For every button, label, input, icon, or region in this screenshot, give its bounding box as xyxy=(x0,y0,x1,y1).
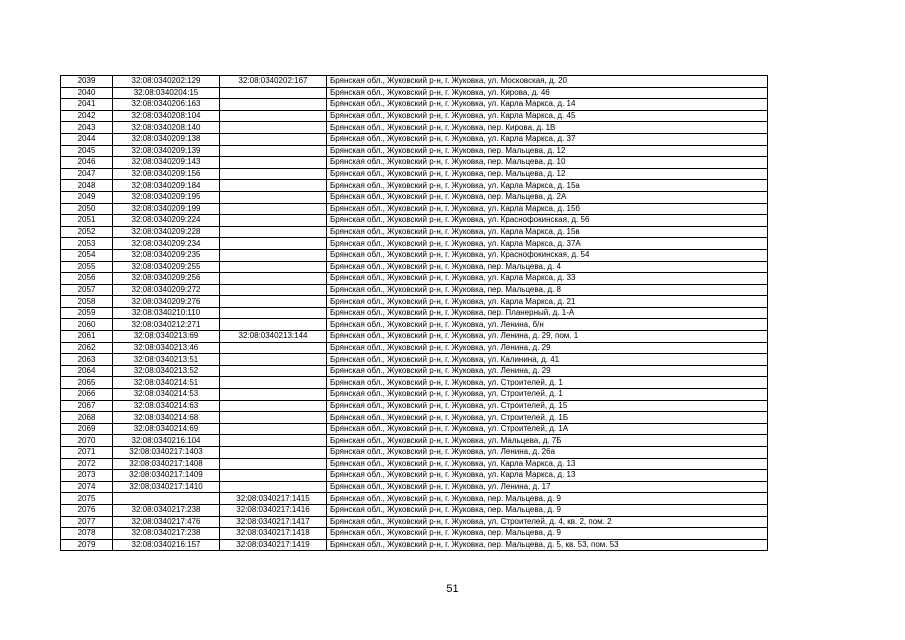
related-cadastral-number-cell: 32:08:0340213:144 xyxy=(220,331,327,343)
related-cadastral-number-cell xyxy=(220,261,327,273)
related-cadastral-number-cell xyxy=(220,110,327,122)
row-number-cell: 2041 xyxy=(61,99,113,111)
cadastral-number-cell: 32:08:0340202:129 xyxy=(113,76,220,88)
address-cell: Брянская обл., Жуковский р-н, г. Жуковка, ул. Строителей, д. 15 xyxy=(327,400,768,412)
row-number-cell: 2066 xyxy=(61,389,113,401)
related-cadastral-number-cell xyxy=(220,99,327,111)
cadastral-number-cell: 32:08:0340209:255 xyxy=(113,261,220,273)
cadastral-number-cell: 32:08:0340214:69 xyxy=(113,423,220,435)
cadastral-number-cell: 32:08:0340206:163 xyxy=(113,99,220,111)
address-cell: Брянская обл., Жуковский р-н, г. Жуковка, ул. Калинина, д. 41 xyxy=(327,354,768,366)
cadastral-number-cell: 32:08:0340209:138 xyxy=(113,133,220,145)
cadastral-number-cell: 32:08:0340213:52 xyxy=(113,365,220,377)
table-row xyxy=(61,400,768,412)
cadastral-number-cell: 32:08:0340214:51 xyxy=(113,377,220,389)
related-cadastral-number-cell xyxy=(220,400,327,412)
related-cadastral-number-cell: 32:08:0340217:1419 xyxy=(220,539,327,551)
table-row xyxy=(61,238,768,250)
cadastral-number-cell: 32:08:0340213:51 xyxy=(113,354,220,366)
table-row xyxy=(61,458,768,470)
row-number-cell: 2076 xyxy=(61,504,113,516)
related-cadastral-number-cell: 32:08:0340217:1416 xyxy=(220,504,327,516)
address-cell: Брянская обл., Жуковский р-н, г. Жуковка, ул. Карла Маркса, д. 33 xyxy=(327,273,768,285)
cadastral-number-cell: 32:08:0340209:228 xyxy=(113,226,220,238)
address-cell: Брянская обл., Жуковский р-н, г. Жуковка, ул. Карла Маркса, д. 13 xyxy=(327,458,768,470)
table-row xyxy=(61,493,768,505)
related-cadastral-number-cell xyxy=(220,423,327,435)
address-cell: Брянская обл., Жуковский р-н, г. Жуковка, ул. Карла Маркса, д. 37 xyxy=(327,133,768,145)
cadastral-number-cell: 32:08:0340213:46 xyxy=(113,342,220,354)
table-row xyxy=(61,133,768,145)
cadastral-number-cell: 32:08:0340214:68 xyxy=(113,412,220,424)
cadastral-number-cell: 32:08:0340204:15 xyxy=(113,87,220,99)
cadastral-number-cell: 32:08:0340216:104 xyxy=(113,435,220,447)
table-row xyxy=(61,307,768,319)
address-cell: Брянская обл., Жуковский р-н, г. Жуковка, ул. Строителей, д. 1Б xyxy=(327,412,768,424)
related-cadastral-number-cell xyxy=(220,447,327,459)
address-cell: Брянская обл., Жуковский р-н, г. Жуковка, пер. Кирова, д. 1В xyxy=(327,122,768,134)
cadastral-number-cell: 32:08:0340209:139 xyxy=(113,145,220,157)
row-number-cell: 2056 xyxy=(61,273,113,285)
table-row xyxy=(61,273,768,285)
related-cadastral-number-cell xyxy=(220,273,327,285)
row-number-cell: 2078 xyxy=(61,528,113,540)
cadastral-number-cell: 32:08:0340209:195 xyxy=(113,191,220,203)
cadastral-number-cell: 32:08:0340209:156 xyxy=(113,168,220,180)
related-cadastral-number-cell xyxy=(220,238,327,250)
address-cell: Брянская обл., Жуковский р-н, г. Жуковка, пер. Мальцева, д. 10 xyxy=(327,157,768,169)
cadastral-number-cell: 32:08:0340217:1409 xyxy=(113,470,220,482)
address-cell: Брянская обл., Жуковский р-н, г. Жуковка, ул. Ленина, б/н xyxy=(327,319,768,331)
related-cadastral-number-cell xyxy=(220,249,327,261)
cadastral-number-cell: 32:08:0340208:140 xyxy=(113,122,220,134)
address-cell: Брянская обл., Жуковский р-н, г. Жуковка, ул. Ленина, д. 26а xyxy=(327,447,768,459)
row-number-cell: 2051 xyxy=(61,215,113,227)
cadastral-number-cell: 32:08:0340217:1408 xyxy=(113,458,220,470)
table-row xyxy=(61,180,768,192)
table-row xyxy=(61,168,768,180)
related-cadastral-number-cell xyxy=(220,157,327,169)
related-cadastral-number-cell xyxy=(220,284,327,296)
table-row xyxy=(61,284,768,296)
related-cadastral-number-cell xyxy=(220,377,327,389)
table-row xyxy=(61,481,768,493)
cadastral-number-cell: 32:08:0340217:238 xyxy=(113,528,220,540)
cadastral-number-cell: 32:08:0340214:63 xyxy=(113,400,220,412)
table-row xyxy=(61,389,768,401)
address-cell: Брянская обл., Жуковский р-н, г. Жуковка, ул. Краснофокинская, д. 54 xyxy=(327,249,768,261)
address-cell: Брянская обл., Жуковский р-н, г. Жуковка, ул. Краснофокинская, д. 56 xyxy=(327,215,768,227)
related-cadastral-number-cell xyxy=(220,215,327,227)
row-number-cell: 2072 xyxy=(61,458,113,470)
cadastral-number-cell: 32:08:0340210:110 xyxy=(113,307,220,319)
address-cell: Брянская обл., Жуковский р-н, г. Жуковка, ул. Строителей, д. 1 xyxy=(327,377,768,389)
table-row xyxy=(61,470,768,482)
row-number-cell: 2075 xyxy=(61,493,113,505)
address-cell: Брянская обл., Жуковский р-н, г. Жуковка, пер. Планерный, д. 1-А xyxy=(327,307,768,319)
cadastral-number-cell: 32:08:0340209:272 xyxy=(113,284,220,296)
row-number-cell: 2063 xyxy=(61,354,113,366)
related-cadastral-number-cell: 32:08:0340217:1418 xyxy=(220,528,327,540)
row-number-cell: 2042 xyxy=(61,110,113,122)
row-number-cell: 2040 xyxy=(61,87,113,99)
related-cadastral-number-cell xyxy=(220,180,327,192)
address-cell: Брянская обл., Жуковский р-н, г. Жуковка, ул. Кирова, д. 46 xyxy=(327,87,768,99)
table-row xyxy=(61,354,768,366)
related-cadastral-number-cell xyxy=(220,481,327,493)
table-row xyxy=(61,447,768,459)
related-cadastral-number-cell xyxy=(220,145,327,157)
address-cell: Брянская обл., Жуковский р-н, г. Жуковка, пер. Мальцева, д. 12 xyxy=(327,168,768,180)
related-cadastral-number-cell xyxy=(220,354,327,366)
cadastral-number-cell: 32:08:0340209:143 xyxy=(113,157,220,169)
cadastral-number-cell: 32:08:0340217:238 xyxy=(113,504,220,516)
row-number-cell: 2054 xyxy=(61,249,113,261)
address-cell: Брянская обл., Жуковский р-н, г. Жуковка, пер. Мальцева, д. 5, кв. 53, пом. 53 xyxy=(327,539,768,551)
related-cadastral-number-cell xyxy=(220,319,327,331)
address-cell: Брянская обл., Жуковский р-н, г. Жуковка, ул. Московская, д. 20 xyxy=(327,76,768,88)
row-number-cell: 2048 xyxy=(61,180,113,192)
table-row xyxy=(61,528,768,540)
table-row xyxy=(61,296,768,308)
related-cadastral-number-cell: 32:08:0340202:167 xyxy=(220,76,327,88)
related-cadastral-number-cell xyxy=(220,365,327,377)
cadastral-number-cell: 32:08:0340217:1403 xyxy=(113,447,220,459)
cadastral-number-cell: 32:08:0340209:235 xyxy=(113,249,220,261)
related-cadastral-number-cell xyxy=(220,191,327,203)
address-cell: Брянская обл., Жуковский р-н, г. Жуковка, ул. Ленина, д. 29 xyxy=(327,365,768,377)
cadastral-number-cell: 32:08:0340209:256 xyxy=(113,273,220,285)
address-cell: Брянская обл., Жуковский р-н, г. Жуковка, пер. Мальцева, д. 12 xyxy=(327,145,768,157)
table-row xyxy=(61,226,768,238)
row-number-cell: 2049 xyxy=(61,191,113,203)
related-cadastral-number-cell xyxy=(220,412,327,424)
row-number-cell: 2046 xyxy=(61,157,113,169)
row-number-cell: 2064 xyxy=(61,365,113,377)
cadastral-number-cell xyxy=(113,493,220,505)
related-cadastral-number-cell xyxy=(220,307,327,319)
cadastral-number-cell: 32:08:0340217:476 xyxy=(113,516,220,528)
row-number-cell: 2052 xyxy=(61,226,113,238)
cadastral-number-cell: 32:08:0340212:271 xyxy=(113,319,220,331)
address-cell: Брянская обл., Жуковский р-н, г. Жуковка, пер. Мальцева, д. 9 xyxy=(327,528,768,540)
row-number-cell: 2068 xyxy=(61,412,113,424)
row-number-cell: 2069 xyxy=(61,423,113,435)
table-row xyxy=(61,319,768,331)
register-table-body xyxy=(61,76,768,551)
cadastral-number-cell: 32:08:0340209:224 xyxy=(113,215,220,227)
row-number-cell: 2043 xyxy=(61,122,113,134)
row-number-cell: 2070 xyxy=(61,435,113,447)
row-number-cell: 2045 xyxy=(61,145,113,157)
table-row xyxy=(61,516,768,528)
related-cadastral-number-cell xyxy=(220,226,327,238)
related-cadastral-number-cell xyxy=(220,389,327,401)
row-number-cell: 2050 xyxy=(61,203,113,215)
property-register-table xyxy=(60,75,768,551)
row-number-cell: 2055 xyxy=(61,261,113,273)
table-row xyxy=(61,249,768,261)
address-cell: Брянская обл., Жуковский р-н, г. Жуковка, ул. Карла Маркса, д. 15в xyxy=(327,226,768,238)
row-number-cell: 2065 xyxy=(61,377,113,389)
cadastral-number-cell: 32:08:0340209:234 xyxy=(113,238,220,250)
related-cadastral-number-cell xyxy=(220,122,327,134)
address-cell: Брянская обл., Жуковский р-н, г. Жуковка, ул. Карла Маркса, д. 15б xyxy=(327,203,768,215)
table-row xyxy=(61,504,768,516)
address-cell: Брянская обл., Жуковский р-н, г. Жуковка, ул. Карла Маркса, д. 21 xyxy=(327,296,768,308)
row-number-cell: 2044 xyxy=(61,133,113,145)
cadastral-number-cell: 32:08:0340208:104 xyxy=(113,110,220,122)
row-number-cell: 2053 xyxy=(61,238,113,250)
row-number-cell: 2071 xyxy=(61,447,113,459)
related-cadastral-number-cell xyxy=(220,87,327,99)
table-row xyxy=(61,377,768,389)
address-cell: Брянская обл., Жуковский р-н, г. Жуковка, пер. Мальцева, д. 4 xyxy=(327,261,768,273)
row-number-cell: 2059 xyxy=(61,307,113,319)
cadastral-number-cell: 32:08:0340217:1410 xyxy=(113,481,220,493)
address-cell: Брянская обл., Жуковский р-н, г. Жуковка, ул. Ленина, д. 17 xyxy=(327,481,768,493)
table-row xyxy=(61,110,768,122)
address-cell: Брянская обл., Жуковский р-н, г. Жуковка, пер. Мальцева, д. 2А xyxy=(327,191,768,203)
related-cadastral-number-cell: 32:08:0340217:1417 xyxy=(220,516,327,528)
address-cell: Брянская обл., Жуковский р-н, г. Жуковка, ул. Строителей, д. 1 xyxy=(327,389,768,401)
address-cell: Брянская обл., Жуковский р-н, г. Жуковка, ул. Ленина, д. 29 xyxy=(327,342,768,354)
table-row xyxy=(61,539,768,551)
address-cell: Брянская обл., Жуковский р-н, г. Жуковка, ул. Карла Маркса, д. 37А xyxy=(327,238,768,250)
table-row xyxy=(61,76,768,88)
table-row xyxy=(61,99,768,111)
related-cadastral-number-cell xyxy=(220,133,327,145)
address-cell: Брянская обл., Жуковский р-н, г. Жуковка, ул. Карла Маркса, д. 13 xyxy=(327,470,768,482)
address-cell: Брянская обл., Жуковский р-н, г. Жуковка, ул. Мальцева, д. 7Б xyxy=(327,435,768,447)
table-row xyxy=(61,342,768,354)
address-cell: Брянская обл., Жуковский р-н, г. Жуковка, пер. Мальцева, д. 9 xyxy=(327,504,768,516)
row-number-cell: 2057 xyxy=(61,284,113,296)
row-number-cell: 2039 xyxy=(61,76,113,88)
table-row xyxy=(61,365,768,377)
address-cell: Брянская обл., Жуковский р-н, г. Жуковка, ул. Карла Маркса, д. 14 xyxy=(327,99,768,111)
cadastral-number-cell: 32:08:0340209:184 xyxy=(113,180,220,192)
row-number-cell: 2067 xyxy=(61,400,113,412)
row-number-cell: 2061 xyxy=(61,331,113,343)
address-cell: Брянская обл., Жуковский р-н, г. Жуковка, ул. Ленина, д. 29, пом. 1 xyxy=(327,331,768,343)
row-number-cell: 2074 xyxy=(61,481,113,493)
address-cell: Брянская обл., Жуковский р-н, г. Жуковка, ул. Карла Маркса, д. 15а xyxy=(327,180,768,192)
related-cadastral-number-cell xyxy=(220,470,327,482)
address-cell: Брянская обл., Жуковский р-н, г. Жуковка, ул. Строителей, д. 1А xyxy=(327,423,768,435)
row-number-cell: 2077 xyxy=(61,516,113,528)
table-row xyxy=(61,87,768,99)
table-row xyxy=(61,215,768,227)
related-cadastral-number-cell: 32:08:0340217:1415 xyxy=(220,493,327,505)
row-number-cell: 2062 xyxy=(61,342,113,354)
row-number-cell: 2058 xyxy=(61,296,113,308)
related-cadastral-number-cell xyxy=(220,458,327,470)
cadastral-number-cell: 32:08:0340216:157 xyxy=(113,539,220,551)
cadastral-number-cell: 32:08:0340214:53 xyxy=(113,389,220,401)
row-number-cell: 2079 xyxy=(61,539,113,551)
row-number-cell: 2047 xyxy=(61,168,113,180)
address-cell: Брянская обл., Жуковский р-н, г. Жуковка, пер. Мальцева, д. 8 xyxy=(327,284,768,296)
cadastral-number-cell: 32:08:0340209:276 xyxy=(113,296,220,308)
related-cadastral-number-cell xyxy=(220,342,327,354)
address-cell: Брянская обл., Жуковский р-н, г. Жуковка, пер. Мальцева, д. 9 xyxy=(327,493,768,505)
row-number-cell: 2060 xyxy=(61,319,113,331)
table-row xyxy=(61,423,768,435)
table-row xyxy=(61,145,768,157)
address-cell: Брянская обл., Жуковский р-н, г. Жуковка, ул. Карла Маркса, д. 45 xyxy=(327,110,768,122)
related-cadastral-number-cell xyxy=(220,168,327,180)
table-row xyxy=(61,412,768,424)
cadastral-number-cell: 32:08:0340213:69 xyxy=(113,331,220,343)
row-number-cell: 2073 xyxy=(61,470,113,482)
table-row xyxy=(61,203,768,215)
cadastral-number-cell: 32:08:0340209:199 xyxy=(113,203,220,215)
table-row xyxy=(61,261,768,273)
related-cadastral-number-cell xyxy=(220,203,327,215)
address-cell: Брянская обл., Жуковский р-н, г. Жуковка, ул. Строителей, д. 4, кв. 2, пом. 2 xyxy=(327,516,768,528)
related-cadastral-number-cell xyxy=(220,296,327,308)
table-row xyxy=(61,122,768,134)
table-row xyxy=(61,191,768,203)
table-row xyxy=(61,435,768,447)
related-cadastral-number-cell xyxy=(220,435,327,447)
table-row xyxy=(61,331,768,343)
page-number: 51 xyxy=(446,583,459,595)
table-row xyxy=(61,157,768,169)
